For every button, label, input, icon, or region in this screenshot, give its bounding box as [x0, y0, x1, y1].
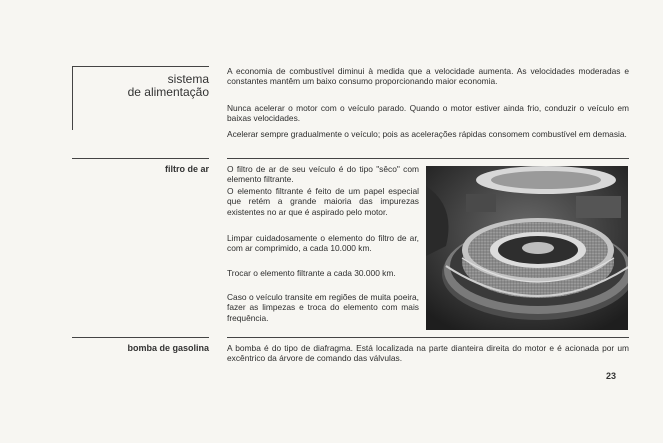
section-rule-top [72, 66, 209, 67]
heading-line-2: de alimentação [127, 85, 209, 99]
section-rule-bomba-left [72, 337, 209, 338]
page-number: 23 [606, 371, 617, 381]
section-rule-bomba-right [227, 337, 629, 338]
section-rule-filtro-left [72, 158, 209, 159]
paragraph-elemento-filtrante: O elemento filtrante é feito de um papel especial que retém a grande maioria das impurezas existentes no ar que é aspirado pelo motor. [227, 186, 419, 217]
section-rule-filtro-right [227, 158, 629, 159]
paragraph-filtro-tipo: O filtro de ar de seu veículo é do tipo "sêco" com elemento filtrante. [227, 164, 419, 185]
paragraph-economia: A economia de combustível diminui à medida que a velocidade aumenta. As velocidades moderadas e constantes mantêm um baixo consumo proporcionando maior economia. [227, 66, 629, 87]
paragraph-nunca-acelerar: Nunca acelerar o motor com o veículo parado. Quando o motor estiver ainda frio, conduzir o veículo em baixas velocidades. [227, 103, 629, 124]
paragraph-acelerar-gradualmente: Acelerar sempre gradualmente o veículo; pois as acelerações rápidas consomem combustível em demasia. [227, 129, 627, 139]
paragraph-limpar: Limpar cuidadosamente o elemento do filtro de ar, com ar comprimido, a cada 10.000 km. [227, 233, 419, 254]
paragraph-poeira: Caso o veículo transite em regiões de muita poeira, fazer as limpezas e troca do elemento com mais frequência. [227, 292, 419, 323]
section-heading-filtro: filtro de ar [164, 164, 209, 174]
section-heading-sistema [72, 73, 209, 99]
paragraph-bomba: A bomba é do tipo de diafragma. Está localizada na parte dianteira direita do motor e é acionada por um excêntrico da árvore de comando das válvulas. [227, 343, 629, 364]
air-filter-photo [426, 166, 628, 330]
paragraph-trocar: Trocar o elemento filtrante a cada 30.000 km. [227, 268, 396, 278]
heading-line-1: sistema [167, 72, 209, 86]
section-heading-bomba: bomba de gasolina [127, 343, 209, 353]
